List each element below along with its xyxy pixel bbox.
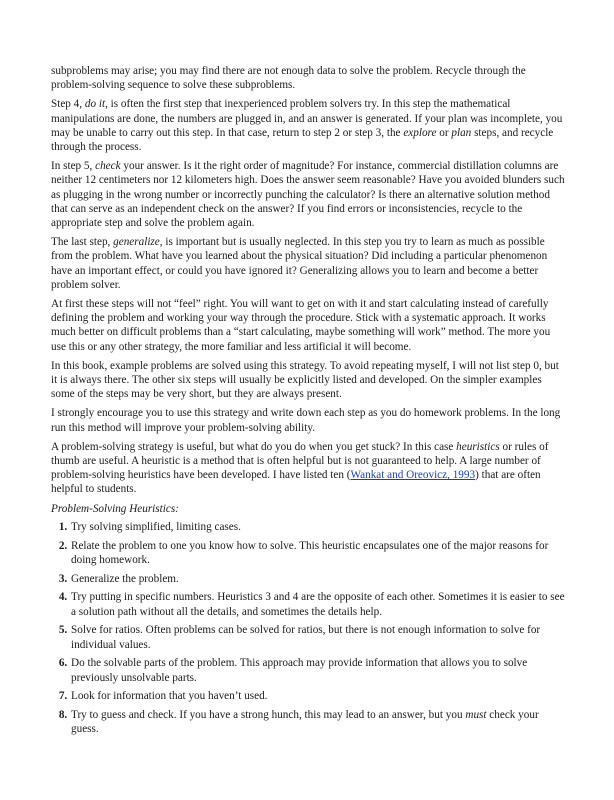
citation-link[interactable]: Wankat and Oreovicz, 1993 <box>350 469 476 482</box>
paragraph-step5-check: In step 5, check your answer. Is it the right order of magnitude? For instance, commercial distillation columns are neither 12 centimeters nor 12 kilometers high. Does the answer seem reasonable? Have you avoided blunders such as plugging in the wrong number or incorrectly punching the calculator? Is there an alternative solution method that can serve as an independent check on the answer? If you find errors or inconsistencies, recycle to the appropriate step and solve the problem again. <box>51 160 565 230</box>
paragraph-generalize: The last step, generalize, is important but is usually neglected. In this step you try to learn as much as possible from the problem. What have you learned about the physical situation? Did including a particular phenomenon have an important effect, or could you have ignored it? Generalizing allows you to learn and become a better problem solver. <box>51 236 548 291</box>
paragraph-step4-do-it: Step 4, do it, is often the first step that inexperienced problem solvers try. In this step the mathematical manipulations are done, the numbers are plugged in, and an answer is generated. If your plan was incomplete, you may be unable to carry out this step. In that case, return to step 2 or step 3, the explore or plan steps, and recycle through the process. <box>51 98 563 154</box>
list-item: 3. Generalize the problem. <box>70 572 566 586</box>
list-item: 8. Try to guess and check. If you have a strong hunch, this may lead to an answer, but you must check your guess. <box>70 708 566 736</box>
list-item: 5. Solve for ratios. Often problems can be solved for ratios, but there is not enough information to solve for individual values. <box>70 623 566 651</box>
list-item: 6. Do the solvable parts of the problem. This approach may provide information that allows you to solve previously unsolvable parts. <box>70 656 566 684</box>
paragraph-heuristics-intro: A problem-solving strategy is useful, but what do you do when you get stuck? In this case heuristics or rules of thumb are useful. A heuristic is a method that is often helpful but is not guaranteed to help. A large number of problem-solving heuristics have been developed. I have listed ten (Wankat and Oreovicz, 1993) that are often helpful to students. <box>51 440 549 496</box>
paragraph-subproblems: subproblems may arise; you may find there are not enough data to solve the problem. Recycle through the problem-solving sequence to solve these subproblems. <box>51 65 526 92</box>
list-item: 7. Look for information that you haven’t used. <box>70 689 566 703</box>
list-item: 4. Try putting in specific numbers. Heuristics 3 and 4 are the opposite of each other. Sometimes it is easier to see a solution path without all the details, and sometimes the details help. <box>70 590 566 618</box>
heuristics-list <box>51 520 566 737</box>
list-item: 2. Relate the problem to one you know how to solve. This heuristic encapsulates one of the major reasons for doing homework. <box>70 539 566 567</box>
list-item: 1. Try solving simplified, limiting cases. <box>70 520 566 534</box>
paragraph-first-steps: At first these steps will not “feel” right. You will want to get on with it and start calculating instead of carefully defining the problem and working your way through the procedure. Stick with a systematic approach. It works much better on difficult problems than a “start calculating, maybe something will work” method. The more you use this or any other strategy, the more familiar and less artificial it will become. <box>51 298 551 353</box>
paragraph-encourage: I strongly encourage you to use this strategy and write down each step as you do homework problems. In the long run this method will improve your problem-solving ability. <box>51 407 561 434</box>
heuristics-heading: Problem-Solving Heuristics: <box>51 502 179 515</box>
paragraph-example-problems: In this book, example problems are solved using this strategy. To avoid repeating myself, I will not list step 0, but it is always there. The other six steps will usually be explicitly listed and developed. On the simpler examples some of the steps may be very short, but they are always present. <box>51 359 559 401</box>
page-body <box>51 64 566 741</box>
